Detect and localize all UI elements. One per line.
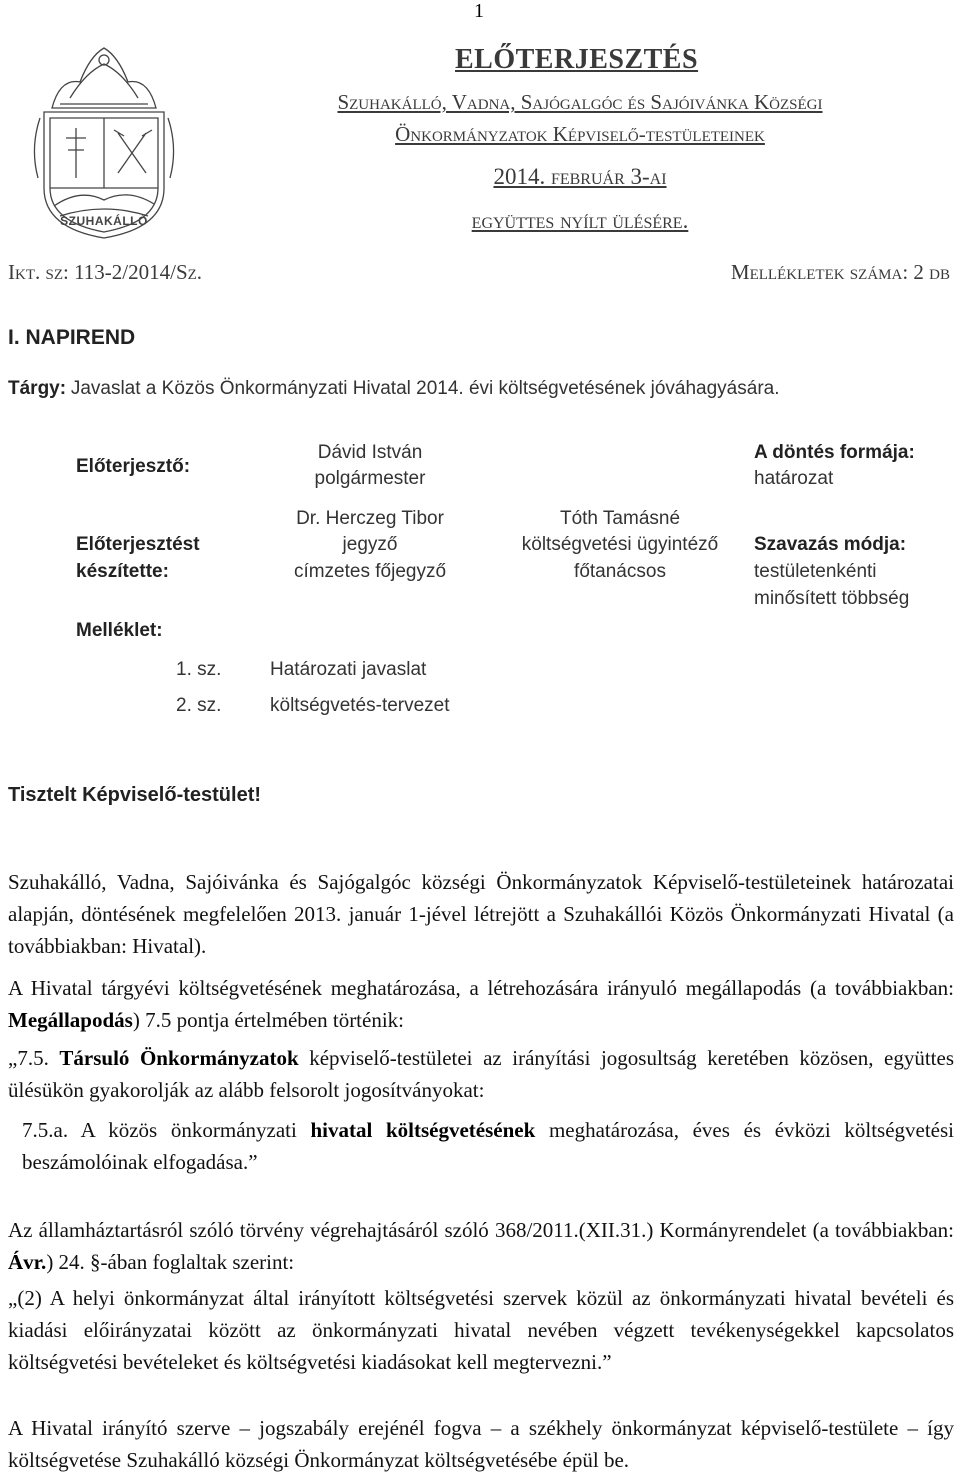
header-line-3: 2014. február 3-ai <box>493 164 667 189</box>
paragraph-2-text-a: A Hivatal tárgyévi költségvetésének meghatározása, a létrehozására irányuló megállapodás (a továbbiakban: <box>8 976 954 1000</box>
paragraph-4-text-a: 7.5.a. A közös önkormányzati <box>22 1118 311 1142</box>
agenda-item: I. NAPIREND <box>8 326 136 349</box>
subject-text: Javaslat a Közös Önkormányzati Hivatal 2014. évi költségvetésének jóváhagyására. <box>70 378 780 399</box>
paragraph-3 <box>8 1042 954 1106</box>
paragraph-5-text-b: ) 24. §-ában foglaltak szerint: <box>46 1250 295 1274</box>
preparer1-role: jegyző <box>342 534 398 555</box>
annex-1-number: 1. sz. <box>176 659 222 680</box>
preparer2-name: Tóth Tamásné <box>559 508 681 529</box>
voting-method-label: Szavazás módja: <box>754 534 907 555</box>
agenda-subject <box>8 378 780 400</box>
municipal-crest <box>30 38 178 243</box>
submitter-name: Dávid István <box>317 442 423 463</box>
paragraph-3-text-b: képviselő-testületei az irányítási jogosultság keretében közösen, együttes ülésükön gyakorolják az alább felsorolt jogosítványokat: <box>8 1046 954 1102</box>
attachment-count: Mellékletek száma: 2 db <box>730 260 950 284</box>
paragraph-4 <box>22 1114 954 1178</box>
document-title: ELŐTERJESZTÉS <box>455 44 699 75</box>
paragraph-6: „(2) A helyi önkormányzat által irányított költségvetési szervek közül az önkormányzati hivatal bevételi és kiadási előirányzatai között az önkormányzati hivatal nevében végzett tevékenységekkel kapcsolatos költségvetési bevételeket és költségvetési kiadásokat kell megtervezni.” <box>8 1286 954 1374</box>
registration-number: Ikt. sz: 113-2/2014/Sz. <box>8 260 203 284</box>
decision-form-value: határozat <box>754 468 834 489</box>
submitter-label: Előterjesztő: <box>76 456 191 477</box>
preparer2-title: főtanácsos <box>574 561 666 582</box>
greeting: Tisztelt Képviselő-testület! <box>8 784 262 806</box>
paragraph-3-bold: Társuló Önkormányzatok <box>59 1046 299 1070</box>
submitter-role: polgármester <box>314 468 426 489</box>
annex-2-text: költségvetés-tervezet <box>270 695 450 716</box>
paragraph-7: A Hivatal irányító szerve – jogszabály erejénél fogva – a székhely önkormányzat képviselő-testülete – így költségvetése Szuhakálló községi Önkormányzat költségvetésébe épül be. <box>8 1416 954 1472</box>
header-line-2: Önkormányzatok Képviselő-testületeinek <box>395 122 765 146</box>
header-line-1: Szuhakálló, Vadna, Sajógalgóc és Sajóivánka Községi <box>337 90 823 114</box>
annex-2-number: 2. sz. <box>176 695 222 716</box>
prepared-by-label-1: Előterjesztést <box>76 534 200 555</box>
preparer1-name: Dr. Herczeg Tibor <box>296 508 444 529</box>
annex-label: Melléklet: <box>76 620 163 641</box>
annex-1-text: Határozati javaslat <box>270 659 427 680</box>
prepared-by-label-2: készítette: <box>76 561 169 582</box>
voting-method-value-2: minősített többség <box>754 588 910 609</box>
paragraph-2 <box>8 972 954 1036</box>
paragraph-1: Szuhakálló, Vadna, Sajóivánka és Sajógalgóc községi Önkormányzatok Képviselő-testületeinek határozatai alapján, döntésének megfelelően 2013. január 1-jével létrejött a Szuhakállói Közös Önkormányzati Hivatal (a továbbiakban: Hivatal). <box>8 870 954 958</box>
paragraph-5-text-a: Az államháztartásról szóló törvény végrehajtásáról szóló 368/2011.(XII.31.) Kormányrendelet (a továbbiakban: <box>8 1218 954 1242</box>
paragraph-5-bold: Ávr. <box>8 1250 47 1274</box>
crest-caption: SZUHAKÁLLÓ <box>60 214 148 228</box>
preparer1-title: címzetes főjegyző <box>293 561 447 582</box>
paragraph-5 <box>8 1214 954 1278</box>
preparer2-role: költségvetési ügyintéző <box>521 534 719 555</box>
paragraph-2-bold: Megállapodás <box>8 1008 133 1032</box>
paragraph-2-text-b: ) 7.5 pontja értelmében történik: <box>132 1008 405 1032</box>
coat-of-arms-icon <box>30 38 178 243</box>
page-number: 1 <box>474 0 484 22</box>
voting-method-value-1: testületenkénti <box>754 561 877 582</box>
decision-form-label: A döntés formája: <box>754 442 915 463</box>
paragraph-4-bold: hivatal költségvetésének <box>310 1118 536 1142</box>
paragraph-4-text-b: meghatározása, éves és évközi költségvetési beszámolóinak elfogadása.” <box>22 1118 954 1174</box>
subject-label: Tárgy: <box>8 378 67 399</box>
header-line-4: együttes nyílt ülésére. <box>471 208 689 233</box>
paragraph-3-text-a: „7.5. <box>8 1046 60 1070</box>
